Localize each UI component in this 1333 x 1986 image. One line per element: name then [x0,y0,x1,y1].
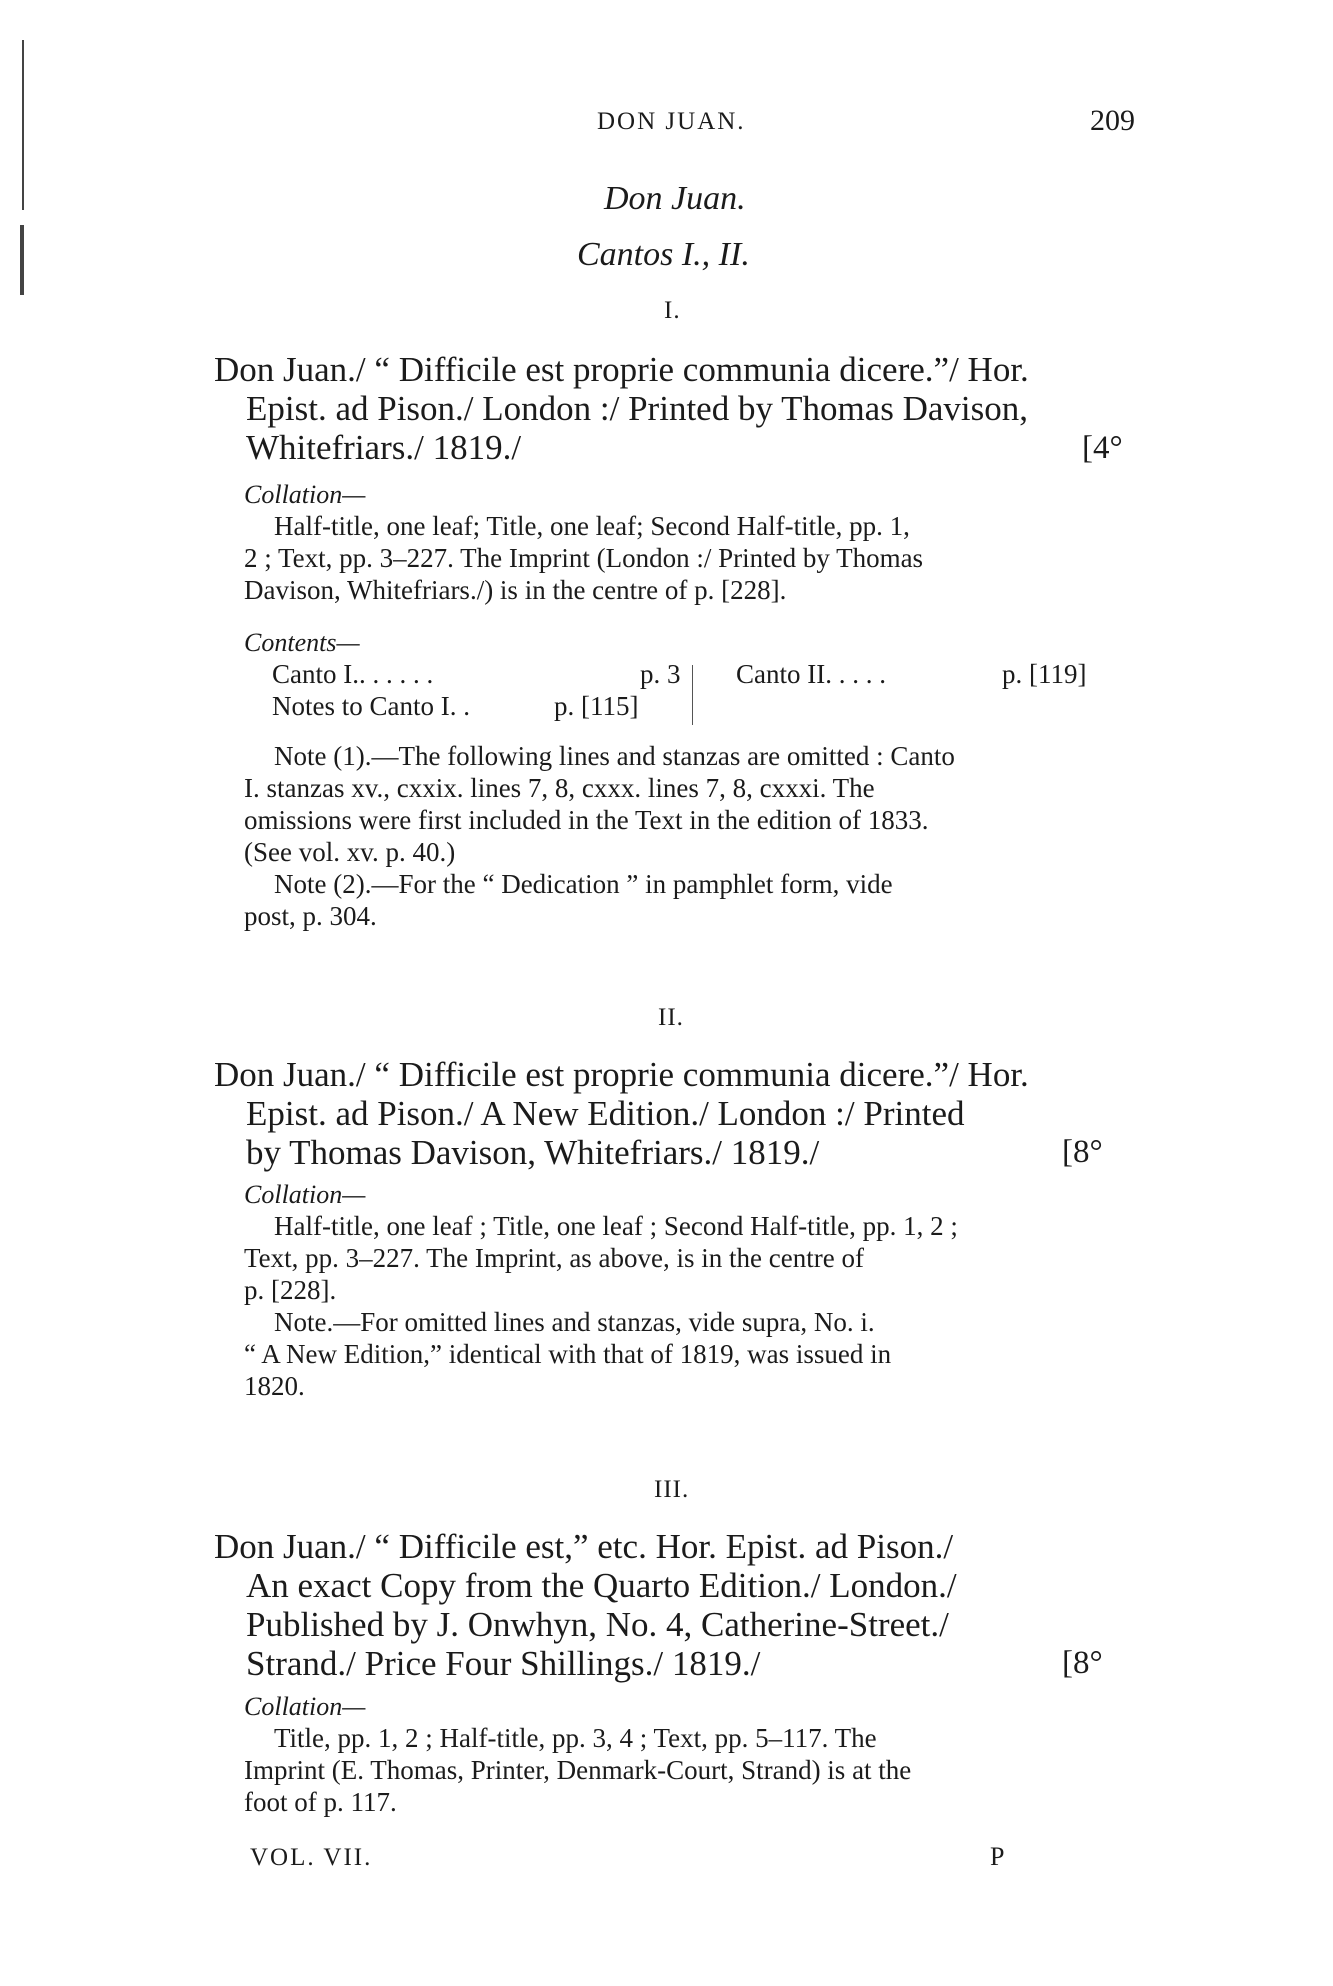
format-mark: [8° [1062,1134,1103,1170]
collation-line: Title, pp. 1, 2 ; Half-title, pp. 3, 4 ; Text, pp. 5–117. The [274,1723,877,1753]
collation-line: 2 ; Text, pp. 3–227. The Imprint (London :/ Printed by Thomas [244,543,924,573]
title-line: Don Juan./ “ Difficile est proprie communia dicere.”/ Hor. [214,350,1029,389]
collation-line: 1820. [244,1371,305,1401]
title-line: Epist. ad Pison./ A New Edition./ London :/ Printed [246,1094,965,1133]
entry-title [214,1055,1029,1172]
collation-line: Half-title, one leaf ; Title, one leaf ; Second Half-title, pp. 1, 2 ; [274,1211,958,1241]
collation-text [244,1210,958,1402]
note-line: Note (2).—For the “ Dedication ” in pamphlet form, vide [274,869,893,899]
collation-label: Collation— [244,1692,366,1721]
collation-text [244,1722,911,1818]
title-line: Epist. ad Pison./ London :/ Printed by Thomas Davison, [246,389,1028,428]
contents-item: Notes to Canto I. . [272,691,470,721]
title-line: by Thomas Davison, Whitefriars./ 1819./ [246,1133,820,1172]
title-line: Whitefriars./ 1819./ [246,428,522,467]
note-line: post, p. 304. [244,901,377,931]
signature-mark: P [990,1842,1005,1871]
contents-label: Contents— [244,628,360,657]
collation-line: “ A New Edition,” identical with that of 1819, was issued in [244,1339,892,1369]
title-line: Published by J. Onwhyn, No. 4, Catherine-Street./ [246,1605,949,1644]
collation-text [244,510,923,606]
note-line: I. stanzas xv., cxxix. lines 7, 8, cxxx. lines 7, 8, cxxxi. The [244,773,875,803]
note-line: Note (1).—The following lines and stanzas are omitted : Canto [274,741,955,771]
collation-line: Note.—For omitted lines and stanzas, vide supra, No. i. [274,1307,875,1337]
signature-line: VOL. VII. [250,1844,373,1871]
section-title: Don Juan. [604,180,746,217]
contents-item: Canto II. . . . . [736,659,886,689]
title-line: Don Juan./ “ Difficile est proprie communia dicere.”/ Hor. [214,1055,1029,1094]
contents-page: p. [115] [554,691,639,721]
entry-numeral: I. [664,297,681,324]
title-line: An exact Copy from the Quarto Edition./ London./ [246,1566,957,1605]
running-title: DON JUAN. [597,108,746,135]
scan-edge-mark [20,225,24,295]
collation-line: p. [228]. [244,1275,337,1305]
collation-label: Collation— [244,1180,366,1209]
collation-line: Davison, Whitefriars./) is in the centre of p. [228]. [244,575,787,605]
column-separator [692,665,693,725]
note-line: (See vol. xv. p. 40.) [244,837,456,867]
collation-line: Text, pp. 3–227. The Imprint, as above, is in the centre of [244,1243,864,1273]
collation-line: Half-title, one leaf; Title, one leaf; Second Half-title, pp. 1, [274,511,910,541]
page-number: 209 [1090,104,1135,137]
contents-page: p. 3 [640,659,681,689]
entry-title [214,350,1029,467]
collation-label: Collation— [244,480,366,509]
collation-line: Imprint (E. Thomas, Printer, Denmark-Court, Strand) is at the [244,1755,912,1785]
note-line: omissions were first included in the Text in the edition of 1833. [244,805,929,835]
entry-numeral: III. [654,1476,690,1503]
title-line: Strand./ Price Four Shillings./ 1819./ [246,1644,761,1683]
section-subtitle: Cantos I., II. [577,236,750,273]
title-line: Don Juan./ “ Difficile est,” etc. Hor. Epist. ad Pison./ [214,1527,954,1566]
collation-line: foot of p. 117. [244,1787,397,1817]
note-text [244,740,955,932]
entry-numeral: II. [658,1004,684,1031]
format-mark: [4° [1082,430,1123,466]
contents-page: p. [119] [1002,659,1087,689]
format-mark: [8° [1062,1645,1103,1681]
entry-title [214,1527,957,1683]
contents-item: Canto I.. . . . . . [272,659,434,689]
scan-edge-line [22,40,24,210]
